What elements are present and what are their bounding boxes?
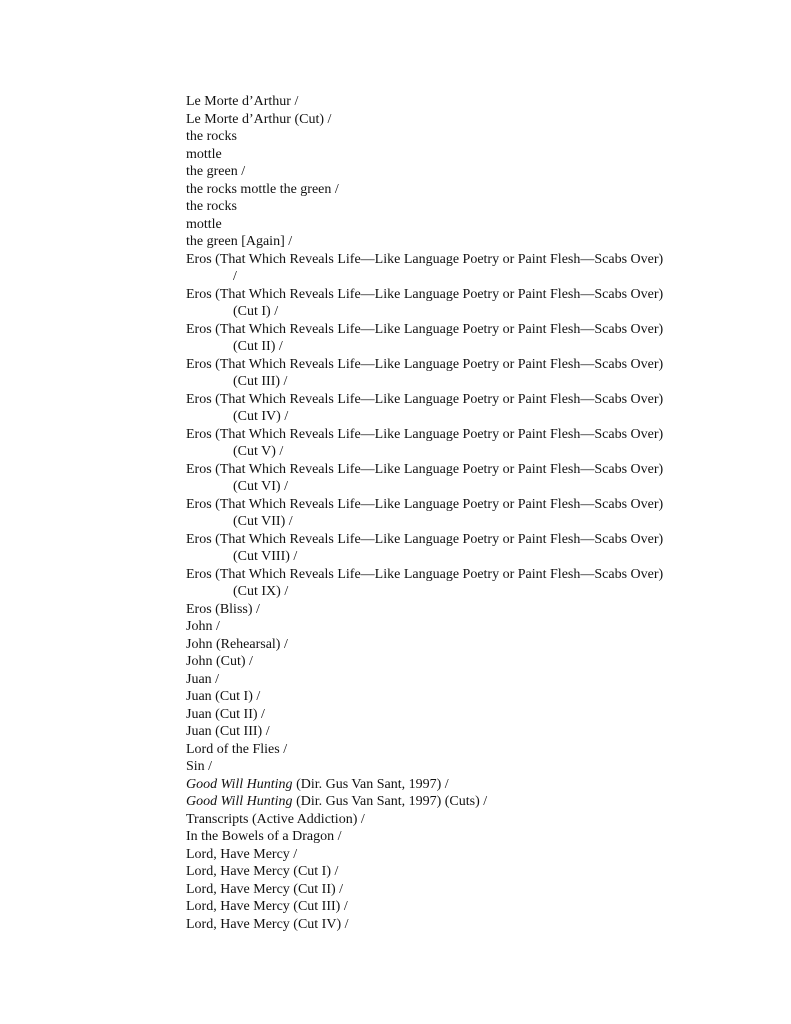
poem-line [186,618,746,636]
poem-line-text: the rocks [186,199,237,214]
poem-line [186,426,746,444]
poem-line [186,181,746,199]
poem-line [186,881,746,899]
poem-line-text: Eros (That Which Reveals Life—Like Language Poetry or Paint Flesh—Scabs Over) [186,286,664,302]
poem-line [186,93,746,111]
poem-line-text: Le Morte d’Arthur (Cut) / [186,111,332,127]
poem-line [186,461,746,479]
poem-line [186,706,746,724]
poem-line-continuation: / [233,269,237,284]
poem-line [186,776,746,794]
poem-line-text: Lord, Have Mercy (Cut I) / [186,864,339,879]
poem-text [186,93,746,933]
poem-line-italic-title: Good Will Hunting [186,776,293,792]
poem-line [186,286,746,304]
poem-line [186,198,746,216]
poem-line [186,251,746,269]
poem-line-text: Eros (Bliss) / [186,601,260,617]
poem-line-text: Eros (That Which Reveals Life—Like Language Poetry or Paint Flesh—Scabs Over) [186,321,664,337]
poem-line [186,688,746,706]
poem-line [186,391,746,409]
poem-line [186,828,746,846]
poem-line-text: Juan (Cut I) / [186,689,261,704]
poem-line [186,146,746,164]
poem-line [186,496,746,514]
poem-line-text: Eros (That Which Reveals Life—Like Language Poetry or Paint Flesh—Scabs Over) [186,566,664,582]
poem-line [186,846,746,864]
poem-line [186,128,746,146]
poem-line [186,531,746,549]
poem-line-text: John / [186,619,220,634]
poem-line [186,111,746,129]
poem-line-text: the rocks mottle the green / [186,181,339,197]
poem-line-text: Lord of the Flies / [186,741,288,757]
poem-line-text: Sin / [186,759,213,774]
poem-line-text: (Dir. Gus Van Sant, 1997) / [292,776,449,792]
poem-line [186,811,746,829]
poem-line-text: Juan / [186,671,220,687]
poem-line-continuation: (Cut VIII) / [233,549,298,564]
poem-line-italic-title: Good Will Hunting [186,794,293,809]
poem-line-continuation: (Cut I) / [233,304,279,319]
poem-line-text: Eros (That Which Reveals Life—Like Language Poetry or Paint Flesh—Scabs Over) [186,251,664,267]
poem-line-text: Lord, Have Mercy (Cut III) / [186,899,348,914]
poem-line-text: Eros (That Which Reveals Life—Like Language Poetry or Paint Flesh—Scabs Over) [186,426,664,442]
poem-line-text: Eros (That Which Reveals Life—Like Language Poetry or Paint Flesh—Scabs Over) [186,461,664,477]
poem-line-continuation: (Cut II) / [233,339,283,354]
poem-line [186,653,746,671]
poem-line-continuation: (Cut V) / [233,444,284,459]
poem-line [186,321,746,339]
poem-line-text: (Dir. Gus Van Sant, 1997) (Cuts) / [292,794,488,809]
poem-line-continuation: (Cut IV) / [233,409,289,424]
poem-line-text: the green / [186,164,246,179]
poem-line-continuation: (Cut III) / [233,374,288,389]
poem-line-text: Eros (That Which Reveals Life—Like Language Poetry or Paint Flesh—Scabs Over) [186,391,664,407]
poem-line [186,671,746,689]
poem-line [186,636,746,654]
poem-line [186,758,746,776]
poem-line-continuation: (Cut IX) / [233,584,289,599]
poem-line-text: Eros (That Which Reveals Life—Like Language Poetry or Paint Flesh—Scabs Over) [186,496,664,512]
poem-line [186,163,746,181]
poem-line [186,566,746,584]
poem-line-text: Eros (That Which Reveals Life—Like Language Poetry or Paint Flesh—Scabs Over) [186,531,664,547]
poem-line [186,793,746,811]
poem-line [186,916,746,934]
poem-line-continuation: (Cut VI) / [233,479,288,494]
poem-line-text: Juan (Cut III) / [186,724,270,739]
poem-line [186,601,746,619]
poem-line-text: the rocks [186,129,237,144]
poem-line-text: John (Rehearsal) / [186,636,288,652]
poem-line-text: mottle [186,216,222,232]
poem-line-text: the green [Again] / [186,234,293,249]
poem-line-continuation: (Cut VII) / [233,514,293,529]
poem-line [186,216,746,234]
poem-line-text: Lord, Have Mercy / [186,846,298,862]
poem-line [186,723,746,741]
poem-line [186,863,746,881]
poem-line-text: Lord, Have Mercy (Cut II) / [186,881,344,897]
poem-line-text: Transcripts (Active Addiction) / [186,811,365,827]
poem-line-text: Lord, Have Mercy (Cut IV) / [186,916,349,932]
poem-line-text: Eros (That Which Reveals Life—Like Language Poetry or Paint Flesh—Scabs Over) [186,356,664,372]
poem-line-text: Juan (Cut II) / [186,706,265,722]
poem-line-text: mottle [186,146,222,162]
poem-line [186,356,746,374]
poem-line [186,233,746,251]
poem-line-text: John (Cut) / [186,654,253,669]
poem-line-text: In the Bowels of a Dragon / [186,829,342,844]
poem-line [186,741,746,759]
poem-line [186,898,746,916]
poem-line-text: Le Morte d’Arthur / [186,94,299,109]
